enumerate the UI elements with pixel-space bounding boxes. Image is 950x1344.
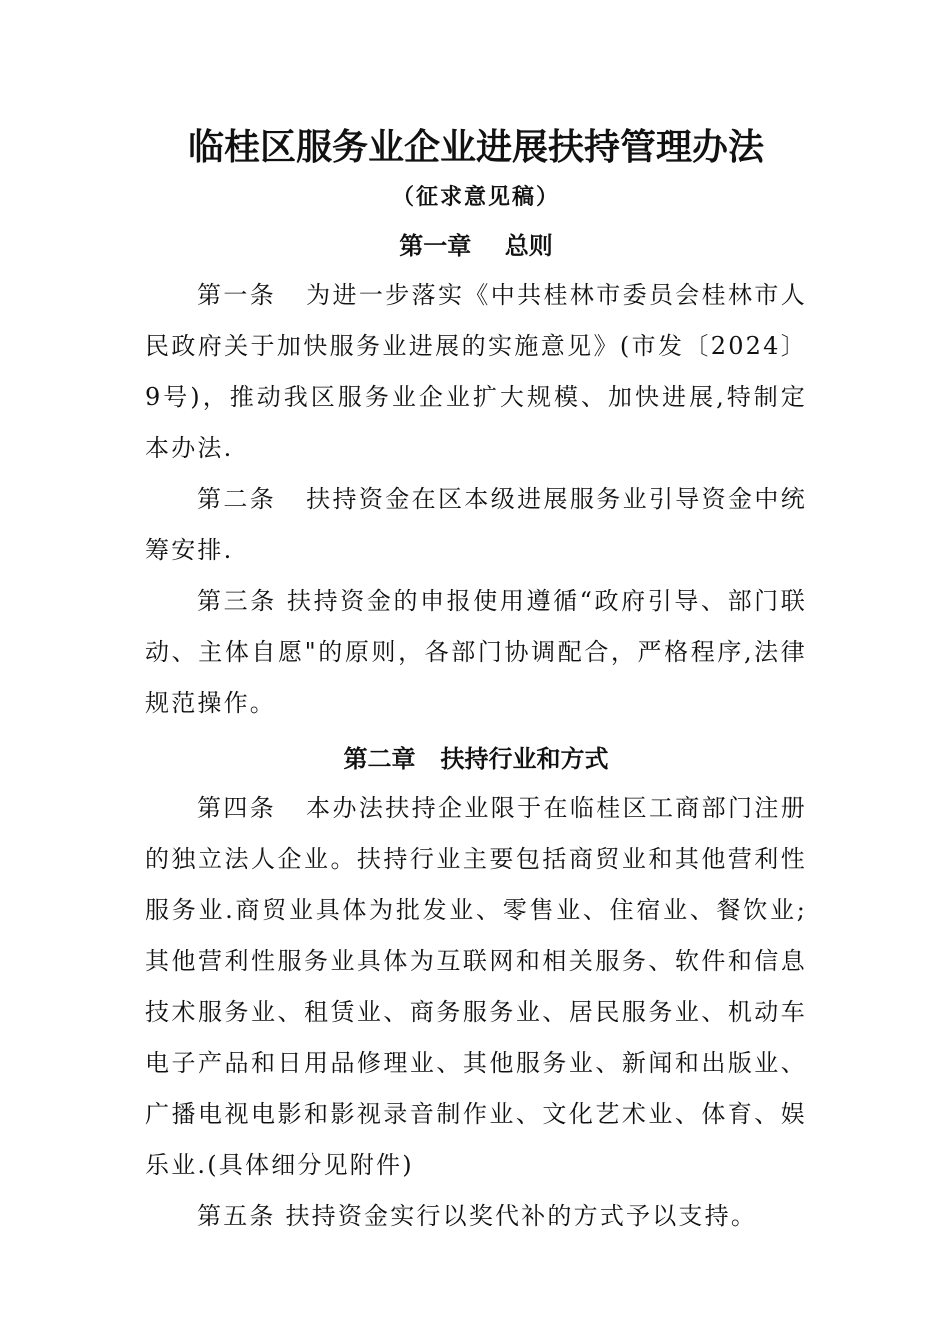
article-label: 第五条 [197, 1202, 286, 1230]
article-text: 本办法扶持企业限于在临桂区工商部门注册的独立法人企业。扶持行业主要包括商贸业和其他营利性服务业.商贸业具体为批发业、零售业、住宿业、餐饮业;其他营利性服务业具体为互联网和相关服务、软件和信息技术服务业、租赁业、商务服务业、居民服务业、机动车电子产品和日用品修理业、其他服务业、新闻和出版业、广播电视电影和影视录音制作业、文化艺术业、体育、娱乐业.(具体细分见附件) [145, 794, 807, 1179]
article-text: 扶持资金的申报使用遵循“政府引导、部门联动、主体自愿"的原则，各部门协调配合，严格程序,法律规范操作。 [145, 587, 807, 717]
article-paragraph [145, 783, 807, 1191]
article-text: 扶持资金实行以奖代补的方式予以支持。 [285, 1202, 758, 1230]
article-paragraph [145, 1191, 807, 1242]
article-text: 为进一步落实《中共桂林市委员会桂林市人民政府关于加快服务业进展的实施意见》(市发〔2024〕9号)，推动我区服务业企业扩大规模、加快进展,特制定本办法. [145, 281, 807, 462]
article-text: 扶持资金在区本级进展服务业引导资金中统筹安排. [145, 485, 807, 564]
article-label: 第二条 [197, 485, 307, 513]
article-paragraph [145, 270, 807, 474]
article-paragraph [145, 474, 807, 576]
chapter-heading: 第二章 扶持行业和方式 [343, 745, 609, 773]
article-paragraph [145, 576, 807, 729]
document-page [145, 118, 807, 1242]
document-title: 临桂区服务业企业进展扶持管理办法 [187, 127, 764, 168]
document-subtitle: （征求意见稿） [391, 185, 560, 210]
article-label: 第三条 [197, 587, 288, 615]
article-label: 第四条 [197, 794, 307, 822]
article-label: 第一条 [197, 281, 307, 309]
chapter-heading: 第一章 总则 [399, 232, 553, 260]
